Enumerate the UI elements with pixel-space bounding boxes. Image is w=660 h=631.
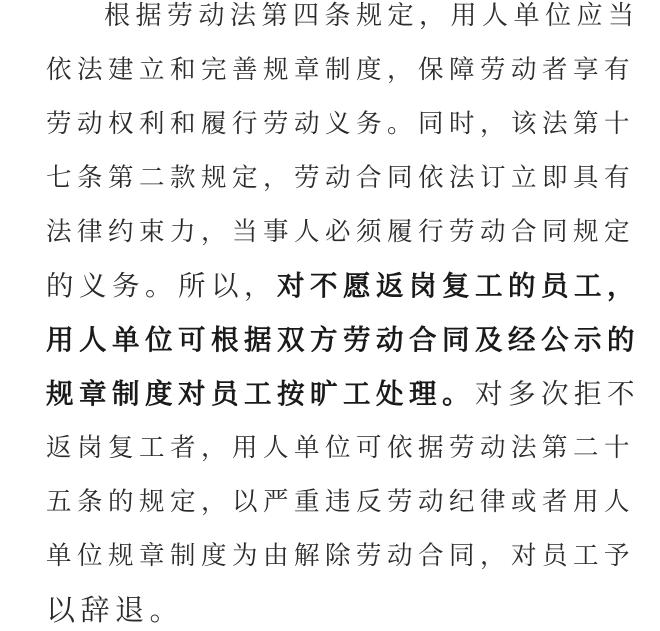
paragraph-line <box>46 323 640 357</box>
paragraph-line <box>46 539 635 573</box>
text-segment: 依法建立和完善规章制度，保障劳动者享有 <box>46 55 636 85</box>
paragraph-line <box>104 0 640 33</box>
text-segment: 的义务。所以， <box>46 270 277 302</box>
paragraph-line <box>46 53 635 87</box>
text-segment: 单位规章制度为由解除劳动合同，对员工予 <box>46 541 636 571</box>
bold-text: 规章制度对员工按旷工处理。 <box>46 378 475 410</box>
text-segment: 七条第二款规定，劳动合同依法订立即具有 <box>46 163 636 193</box>
text-segment: 返岗复工者，用人单位可依据劳动法第二十 <box>46 433 636 463</box>
paragraph-line <box>46 269 640 303</box>
text-segment: 劳动权利和履行劳动义务。同时，该法第十 <box>46 109 636 139</box>
bold-text: 用人单位可根据双方劳动合同及经公示的 <box>46 324 640 356</box>
paragraph-line <box>46 215 635 249</box>
text-segment: 法律约束力，当事人必须履行劳动合同规定 <box>46 217 636 247</box>
text-segment: 对多次拒不 <box>475 378 640 410</box>
text-segment: 以辞退。 <box>46 593 185 627</box>
bold-text: 对不愿返岗复工的员工， <box>277 270 640 302</box>
paragraph-line <box>46 161 635 195</box>
text-segment: 根据劳动法第四条规定，用人单位应当 <box>104 1 640 31</box>
paragraph-line <box>46 377 640 411</box>
text-segment: 五条的规定，以严重违反劳动纪律或者用人 <box>46 487 636 517</box>
paragraph-line <box>46 593 184 627</box>
paragraph-line <box>46 431 635 465</box>
paragraph-line <box>46 485 635 519</box>
paragraph-line <box>46 107 635 141</box>
